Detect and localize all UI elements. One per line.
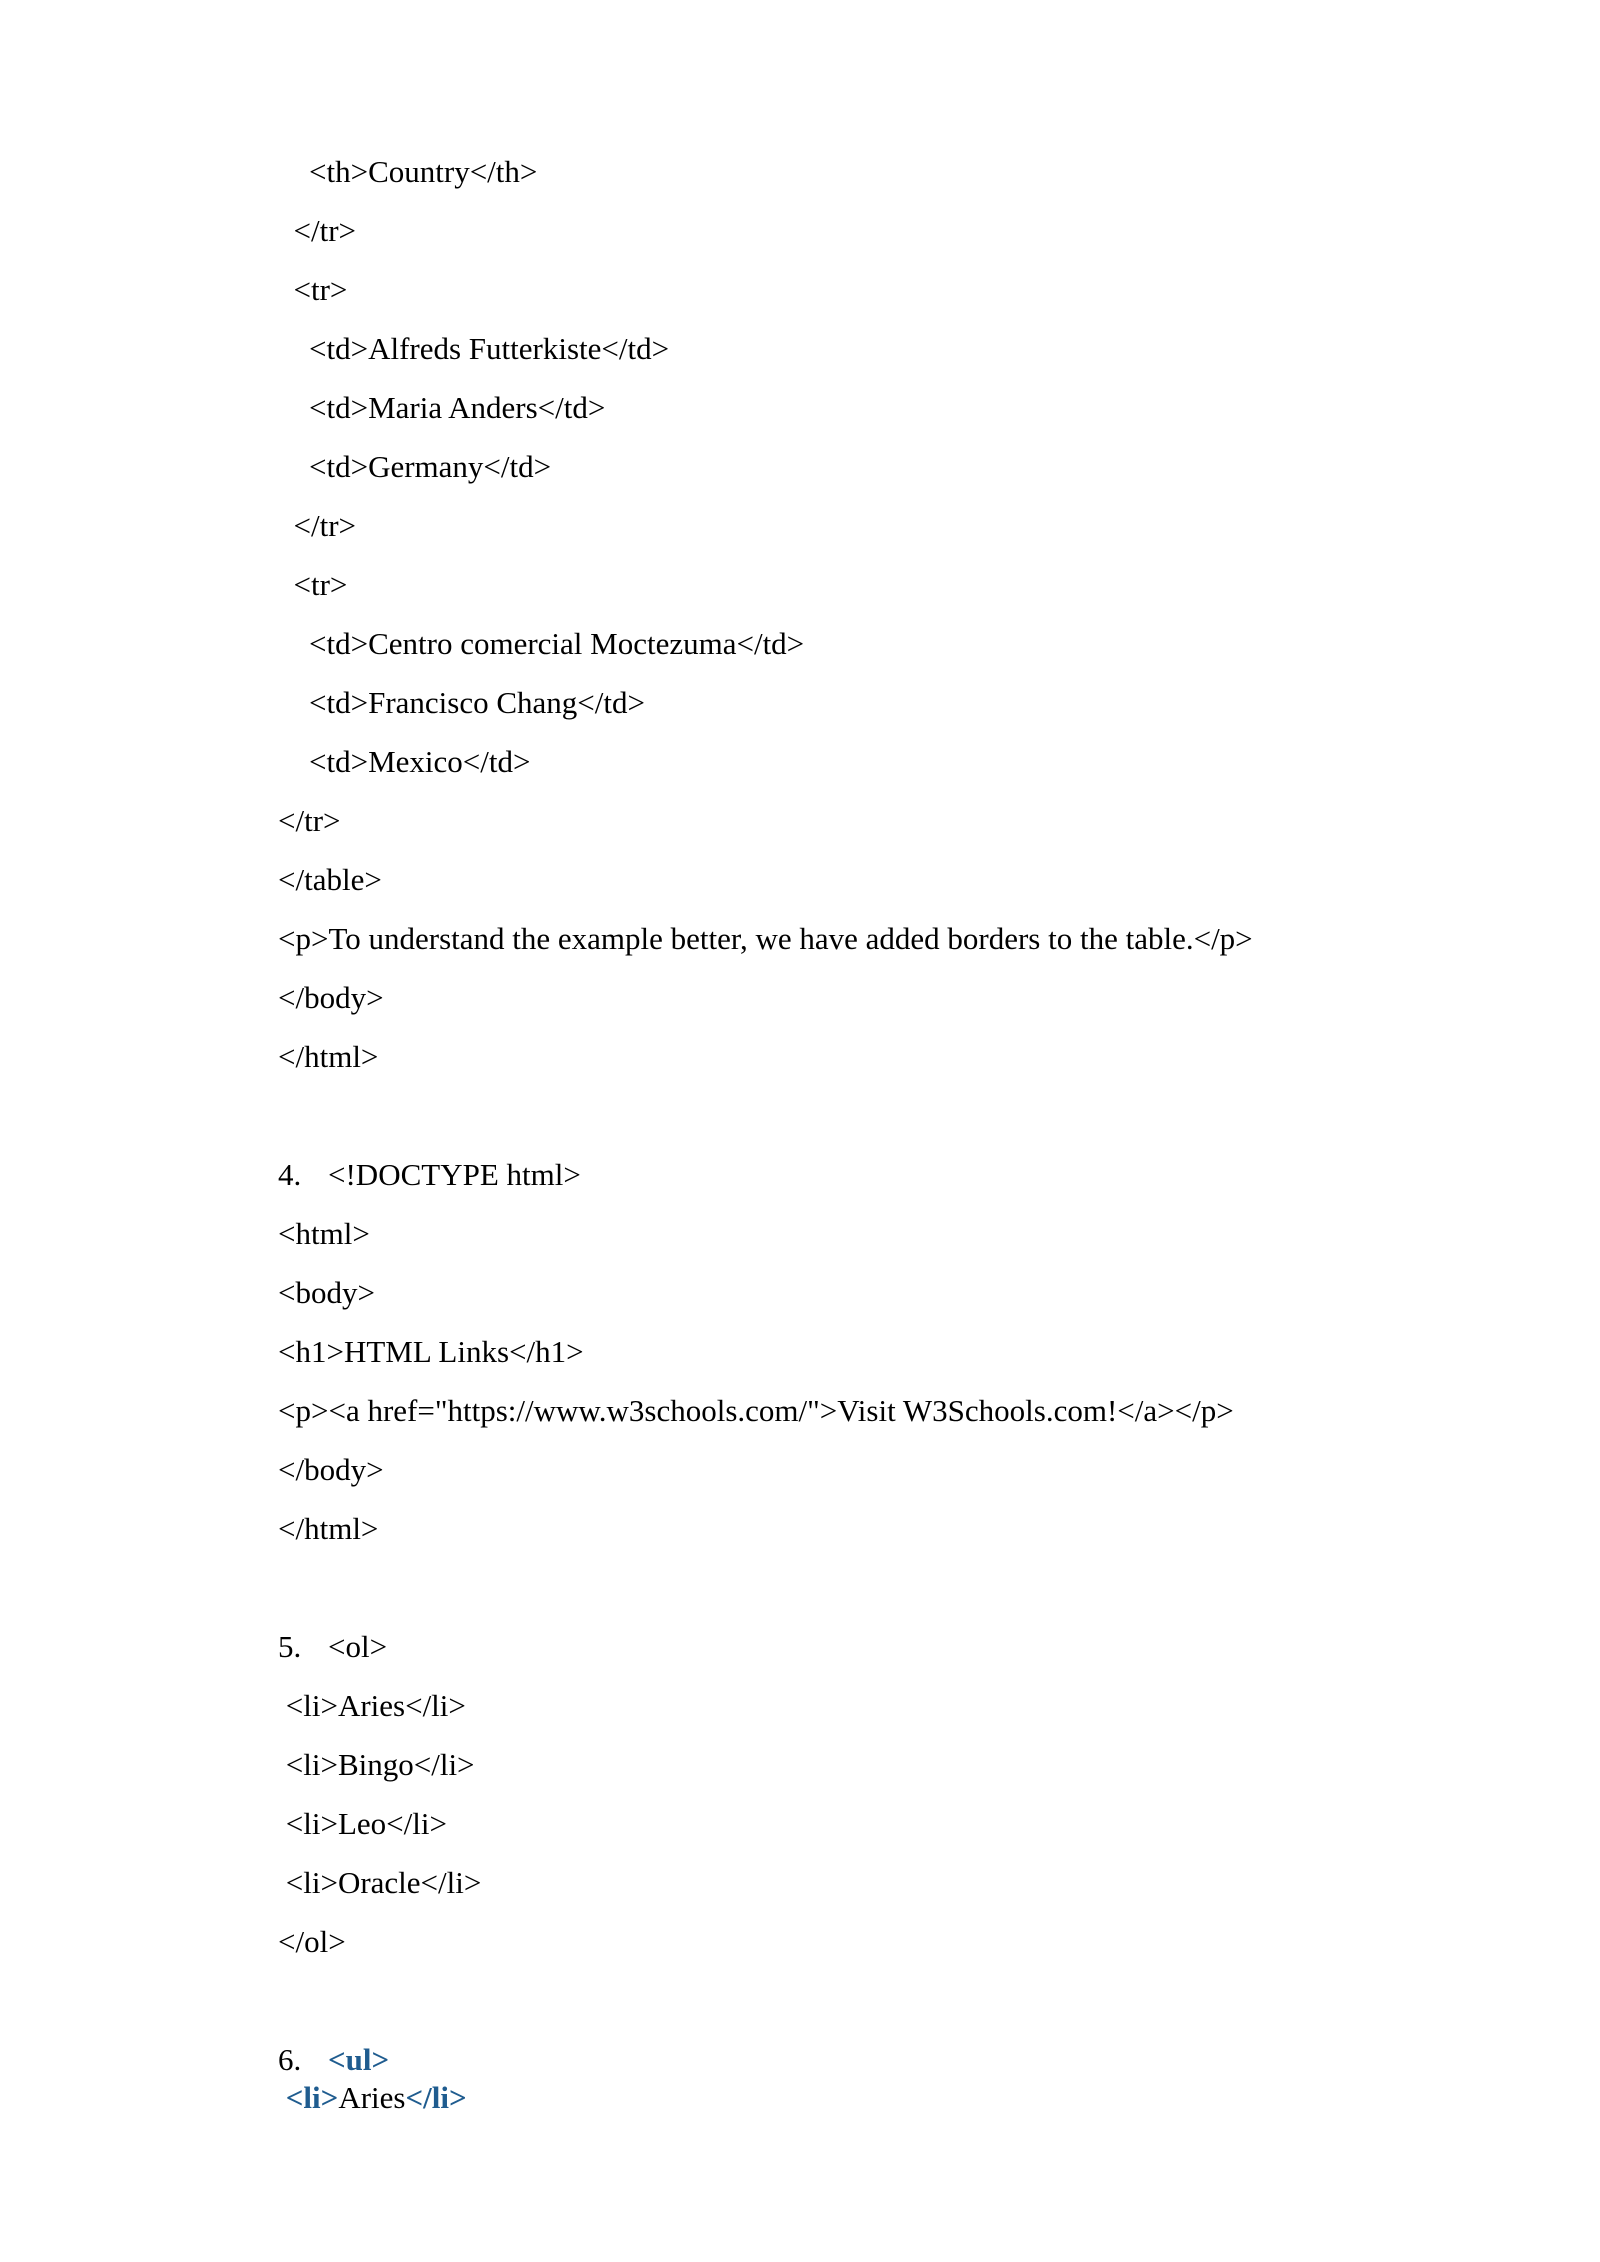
code-line: <td>Maria Anders</td> bbox=[278, 390, 606, 425]
code-line: </table> bbox=[278, 862, 382, 897]
code-tag: <ul> bbox=[328, 2042, 390, 2077]
list-item-5 bbox=[278, 1629, 387, 1665]
code-tag: <li> bbox=[285, 2080, 339, 2115]
code-line: <td>Mexico</td> bbox=[278, 744, 531, 779]
code-line: </html> bbox=[278, 1511, 379, 1546]
code-line: <tr> bbox=[278, 272, 348, 307]
code-line bbox=[278, 2080, 467, 2116]
list-item-6 bbox=[278, 2042, 389, 2078]
code-line: <li>Bingo</li> bbox=[278, 1747, 475, 1782]
code-text: <!DOCTYPE html> bbox=[328, 1157, 581, 1192]
code-text: <ol> bbox=[328, 1629, 388, 1664]
item-number: 6. bbox=[278, 2042, 302, 2077]
code-line: <h1>HTML Links</h1> bbox=[278, 1334, 584, 1369]
code-line: </body> bbox=[278, 1452, 384, 1487]
item-number: 5. bbox=[278, 1629, 302, 1664]
code-line: <p><a href="https://www.w3schools.com/">Visit W3Schools.com!</a></p> bbox=[278, 1393, 1234, 1428]
code-line: <body> bbox=[278, 1275, 375, 1310]
code-line: </tr> bbox=[278, 508, 357, 543]
code-line: <tr> bbox=[278, 567, 348, 602]
code-line: <td>Centro comercial Moctezuma</td> bbox=[278, 626, 805, 661]
code-line: <p>To understand the example better, we have added borders to the table.</p> bbox=[278, 921, 1253, 956]
code-line: <li>Aries</li> bbox=[278, 1688, 466, 1723]
code-line: <td>Francisco Chang</td> bbox=[278, 685, 645, 720]
code-line: <th>Country</th> bbox=[278, 154, 538, 189]
item-number: 4. bbox=[278, 1157, 302, 1192]
code-line: </body> bbox=[278, 980, 384, 1015]
code-line: </ol> bbox=[278, 1924, 346, 1959]
code-text: Aries bbox=[338, 2080, 406, 2115]
list-item-4 bbox=[278, 1157, 581, 1193]
code-line: </tr> bbox=[278, 803, 341, 838]
code-line: <html> bbox=[278, 1216, 370, 1251]
code-line: <li>Leo</li> bbox=[278, 1806, 447, 1841]
code-line: </html> bbox=[278, 1039, 379, 1074]
code-line: <li>Oracle</li> bbox=[278, 1865, 482, 1900]
code-line: <td>Alfreds Futterkiste</td> bbox=[278, 331, 670, 366]
code-line: </tr> bbox=[278, 213, 357, 248]
code-line: <td>Germany</td> bbox=[278, 449, 552, 484]
code-tag: </li> bbox=[405, 2080, 467, 2115]
